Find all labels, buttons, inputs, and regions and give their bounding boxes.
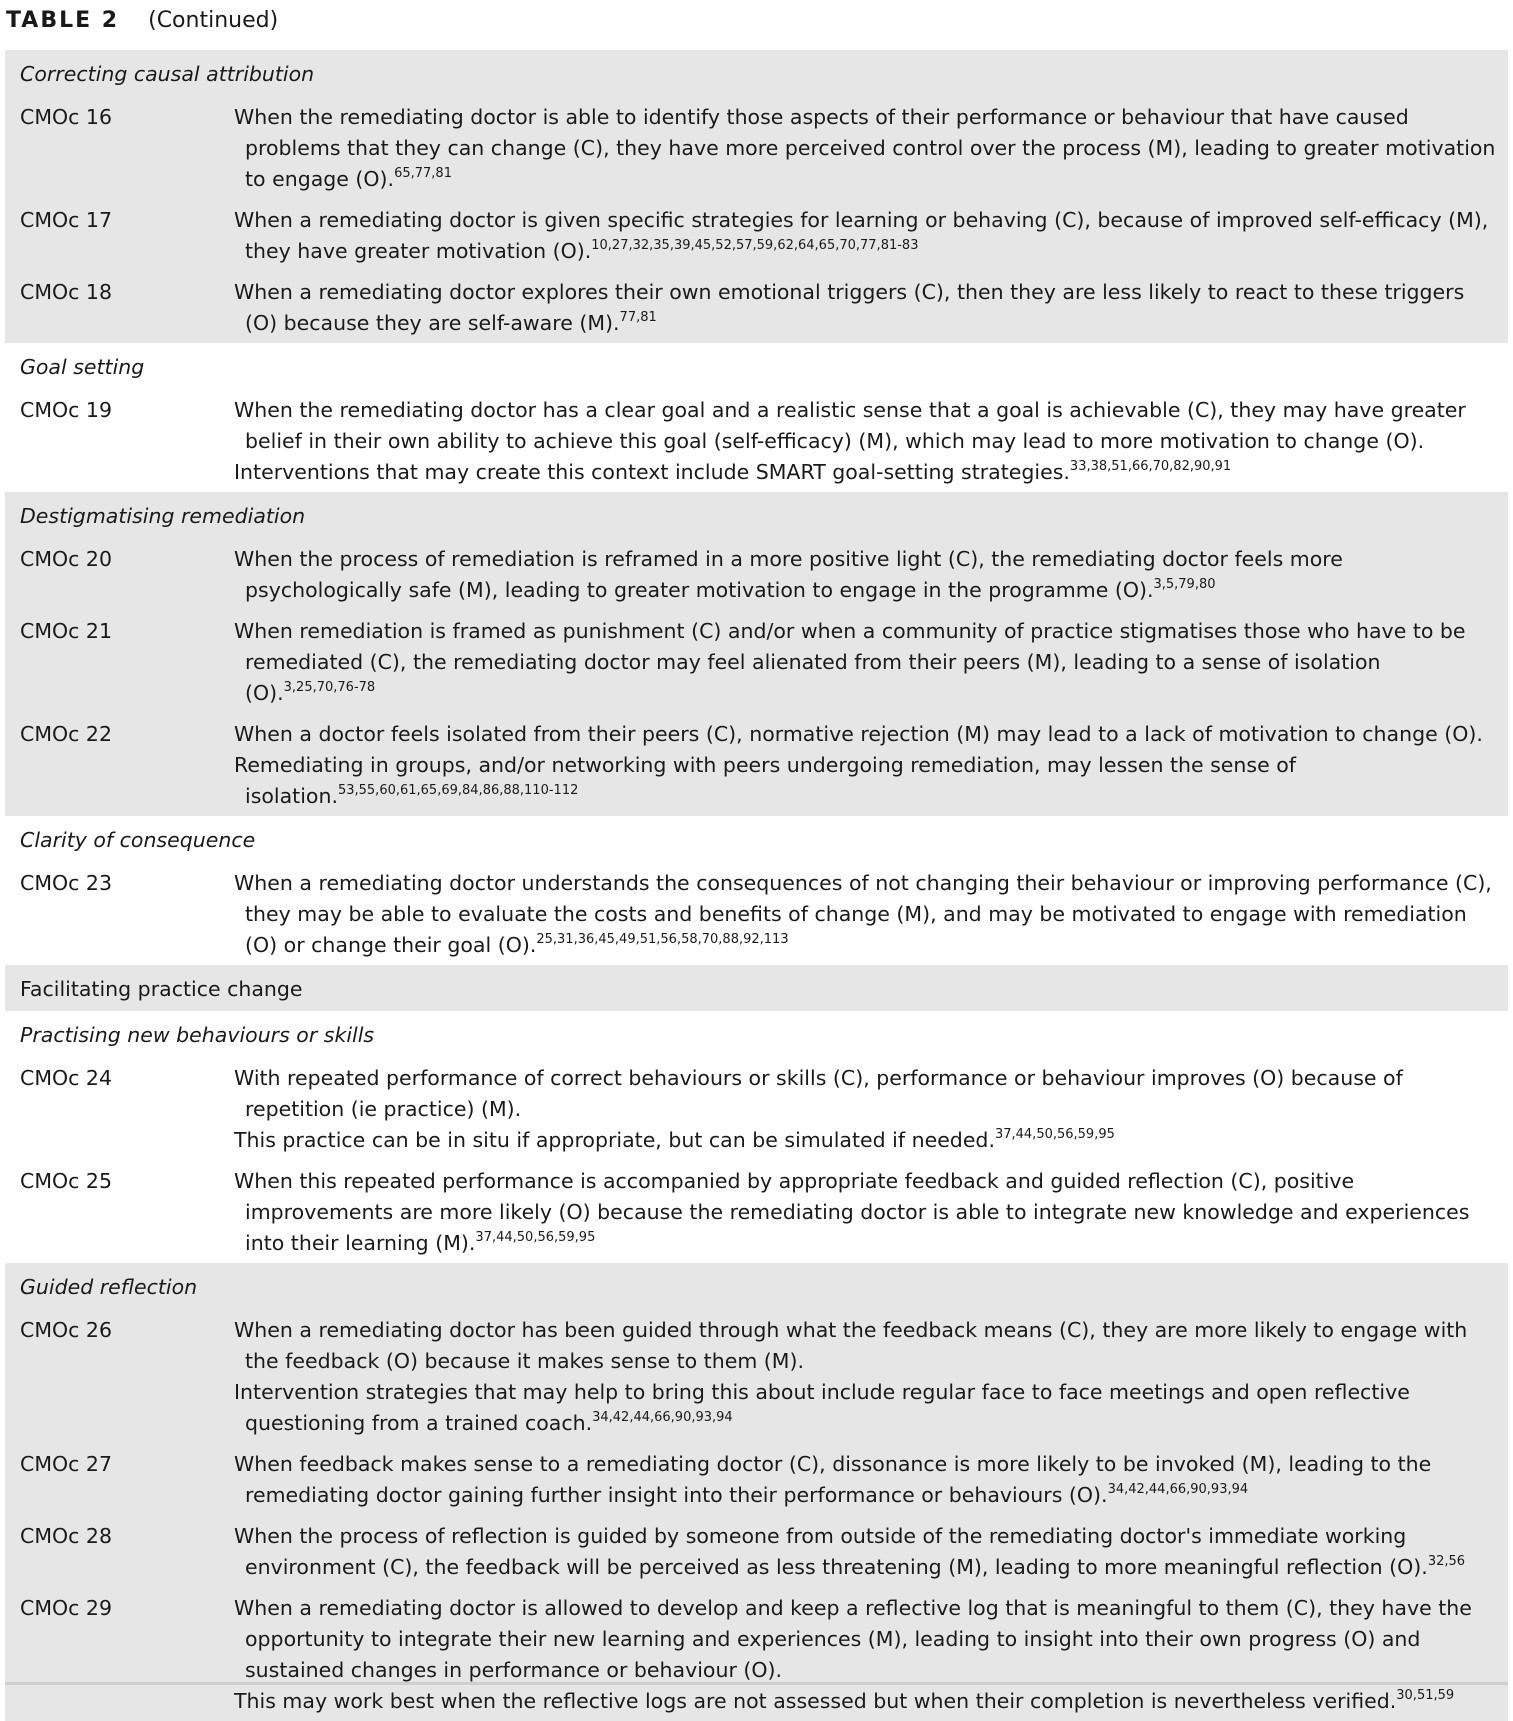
cmoc-description [234, 719, 1498, 812]
paragraph-text: This may work best when the reflective logs are not assessed but when their completion is nevertheless verified. [234, 1689, 1397, 1713]
cmoc-description [234, 1315, 1498, 1439]
table-row [5, 1063, 1508, 1156]
reference-superscript: 25,31,36,45,49,51,56,58,70,88,92,113 [536, 932, 789, 947]
cmoc-description [234, 205, 1498, 267]
table-row [5, 1521, 1508, 1583]
paragraph-text: When this repeated performance is accompanied by appropriate feedback and guided reflection (C), positive improvements are more likely (O) because the remediating doctor is able to integrate new knowledge and experiences into their learning (M). [234, 1169, 1470, 1255]
reference-superscript: 53,55,60,61,65,69,84,86,88,110-112 [337, 783, 579, 798]
paragraph-text: With repeated performance of correct behaviours or skills (C), performance or behaviour improves (O) because of repetition (ie practice) (M). [234, 1066, 1403, 1121]
paragraph-text: When a doctor feels isolated from their peers (C), normative rejection (M) may lead to a lack of motivation to change (O). [234, 722, 1483, 746]
paragraph-text: When feedback makes sense to a remediating doctor (C), dissonance is more likely to be invoked (M), leading to the remediating doctor gaining further insight into their performance or behaviours (O). [234, 1452, 1432, 1507]
section-heading: Guided reflection [20, 1275, 198, 1299]
paragraph-text: When a remediating doctor has been guided through what the feedback means (C), they are more likely to engage with the feedback (O) because it makes sense to them (M). [234, 1318, 1468, 1373]
table-section [5, 965, 1508, 1011]
paragraph-text: When a remediating doctor is given specific strategies for learning or behaving (C), because of improved self-efficacy (M), they have greater motivation (O). [234, 208, 1489, 263]
paragraph-text: When a remediating doctor is allowed to develop and keep a reflective log that is meaningful to them (C), they have the opportunity to integrate their new learning and experiences (M), leading to insight into their own progress (O) and sustained changes in performance or behaviour (O). [234, 1596, 1472, 1682]
section-heading: Destigmatising remediation [20, 504, 306, 528]
table-row [5, 1166, 1508, 1259]
table-section [5, 1011, 1508, 1263]
table-row [5, 544, 1508, 606]
table-section [5, 492, 1508, 816]
paragraph-text: When remediation is framed as punishment (C) and/or when a community of practice stigmatises those who have to be remediated (C), the remediating doctor may feel alienated from their peers (M), leading to a sense of isolation (O). [234, 619, 1466, 705]
table-row [5, 102, 1508, 195]
paragraph-text: When a remediating doctor explores their own emotional triggers (C), then they are less likely to react to these triggers (O) because they are self-aware (M). [234, 280, 1465, 335]
description-paragraph [234, 1449, 1498, 1511]
paragraph-text: Remediating in groups, and/or networking with peers undergoing remediation, may lessen the sense of isolation. [234, 753, 1296, 808]
paragraph-text: This practice can be in situ if appropriate, but can be simulated if needed. [234, 1128, 995, 1152]
description-paragraph [234, 205, 1498, 267]
description-paragraph [234, 544, 1498, 606]
table-row [5, 1315, 1508, 1439]
cmoc-description [234, 616, 1498, 709]
paragraph-text: Interventions that may create this context include SMART goal-setting strategies. [234, 460, 1070, 484]
description-paragraph [234, 616, 1498, 709]
table-row [5, 1449, 1508, 1511]
cmoc-description [234, 395, 1498, 488]
paragraph-text: When the remediating doctor is able to identify those aspects of their performance or behaviour that have caused problems that they can change (C), they have more perceived control over the process (M), leading to greater motivation to engage (O). [234, 105, 1496, 191]
cmoc-id: CMOc 24 [20, 1066, 113, 1090]
description-paragraph [234, 1063, 1498, 1125]
cmoc-id: CMOc 23 [20, 871, 113, 895]
cmoc-description [234, 1063, 1498, 1156]
cmoc-id: CMOc 16 [20, 105, 113, 129]
cmoc-id: CMOc 26 [20, 1318, 113, 1342]
table-bottom-rule [5, 1682, 1508, 1685]
cmoc-description [234, 544, 1498, 606]
reference-superscript: 77,81 [619, 310, 657, 325]
cmoc-id: CMOc 17 [20, 208, 113, 232]
paragraph-text: When the remediating doctor has a clear goal and a realistic sense that a goal is achievable (C), they may have greater belief in their own ability to achieve this goal (self-efficacy) (M), which may lead to more motivation to change (O). [234, 398, 1466, 453]
description-paragraph [234, 1521, 1498, 1583]
table-row [5, 1593, 1508, 1717]
description-paragraph [234, 1377, 1498, 1439]
reference-superscript: 34,42,44,66,90,93,94 [592, 1410, 733, 1425]
paragraph-text: When a remediating doctor understands the consequences of not changing their behaviour or improving performance (C), they may be able to evaluate the costs and benefits of change (M), and may be motivated to engage with remediation (O) or change their goal (O). [234, 871, 1492, 957]
paragraph-text: When the process of remediation is reframed in a more positive light (C), the remediating doctor feels more psychologically safe (M), leading to greater motivation to engage in the programme (O). [234, 547, 1343, 602]
table-section [5, 50, 1508, 343]
table-section [5, 343, 1508, 492]
cmoc-id: CMOc 27 [20, 1452, 113, 1476]
cmoc-description [234, 868, 1498, 961]
description-paragraph [234, 750, 1498, 812]
description-paragraph [234, 719, 1498, 750]
cmoc-description [234, 1449, 1498, 1511]
table-row [5, 868, 1508, 961]
table-row [5, 205, 1508, 267]
table-row [5, 616, 1508, 709]
table-section [5, 816, 1508, 965]
description-paragraph [234, 1315, 1498, 1377]
cmoc-id: CMOc 18 [20, 280, 113, 304]
cmoc-table [5, 50, 1508, 1721]
cmoc-id: CMOc 29 [20, 1596, 113, 1620]
paragraph-text: Intervention strategies that may help to bring this about include regular face to face meetings and open reflective questioning from a trained coach. [234, 1380, 1410, 1435]
table-label: TABLE 2 [6, 8, 120, 33]
table-row [5, 719, 1508, 812]
reference-superscript: 10,27,32,35,39,45,52,57,59,62,64,65,70,77,81-83 [591, 238, 919, 253]
description-paragraph [234, 457, 1498, 488]
cmoc-id: CMOc 19 [20, 398, 113, 422]
section-heading: Goal setting [20, 355, 145, 379]
cmoc-description [234, 102, 1498, 195]
cmoc-description [234, 1593, 1498, 1717]
cmoc-description [234, 1166, 1498, 1259]
table-section [5, 1263, 1508, 1721]
cmoc-id: CMOc 22 [20, 722, 113, 746]
reference-superscript: 33,38,51,66,70,82,90,91 [1069, 459, 1232, 474]
cmoc-id: CMOc 21 [20, 619, 113, 643]
section-heading: Correcting causal attribution [20, 62, 315, 86]
description-paragraph [234, 102, 1498, 195]
table-row [5, 277, 1508, 339]
cmoc-id: CMOc 25 [20, 1169, 113, 1193]
description-paragraph [234, 868, 1498, 961]
cmoc-description [234, 277, 1498, 339]
reference-superscript: 3,5,79,80 [1153, 577, 1216, 592]
reference-superscript: 37,44,50,56,59,95 [994, 1127, 1115, 1142]
table-title [6, 8, 278, 33]
description-paragraph [234, 1125, 1498, 1156]
paragraph-text: When the process of reflection is guided by someone from outside of the remediating doctor's immediate working environment (C), the feedback will be perceived as less threatening (M), leading to more meaningful reflection (O). [234, 1524, 1428, 1579]
reference-superscript: 3,25,70,76-78 [283, 680, 376, 695]
cmoc-id: CMOc 28 [20, 1524, 113, 1548]
description-paragraph [234, 395, 1498, 457]
description-paragraph [234, 1593, 1498, 1686]
reference-superscript: 37,44,50,56,59,95 [475, 1230, 596, 1245]
reference-superscript: 30,51,59 [1396, 1688, 1455, 1703]
cmoc-description [234, 1521, 1498, 1583]
description-paragraph [234, 277, 1498, 339]
reference-superscript: 65,77,81 [394, 166, 452, 181]
description-paragraph [234, 1166, 1498, 1259]
table-row [5, 395, 1508, 488]
section-heading: Facilitating practice change [20, 977, 303, 1001]
cmoc-id: CMOc 20 [20, 547, 113, 571]
description-paragraph [234, 1686, 1498, 1717]
table-continued-note: (Continued) [148, 8, 279, 33]
reference-superscript: 34,42,44,66,90,93,94 [1107, 1482, 1249, 1497]
section-heading: Practising new behaviours or skills [20, 1023, 375, 1047]
reference-superscript: 32,56 [1427, 1554, 1466, 1569]
section-heading: Clarity of consequence [20, 828, 256, 852]
